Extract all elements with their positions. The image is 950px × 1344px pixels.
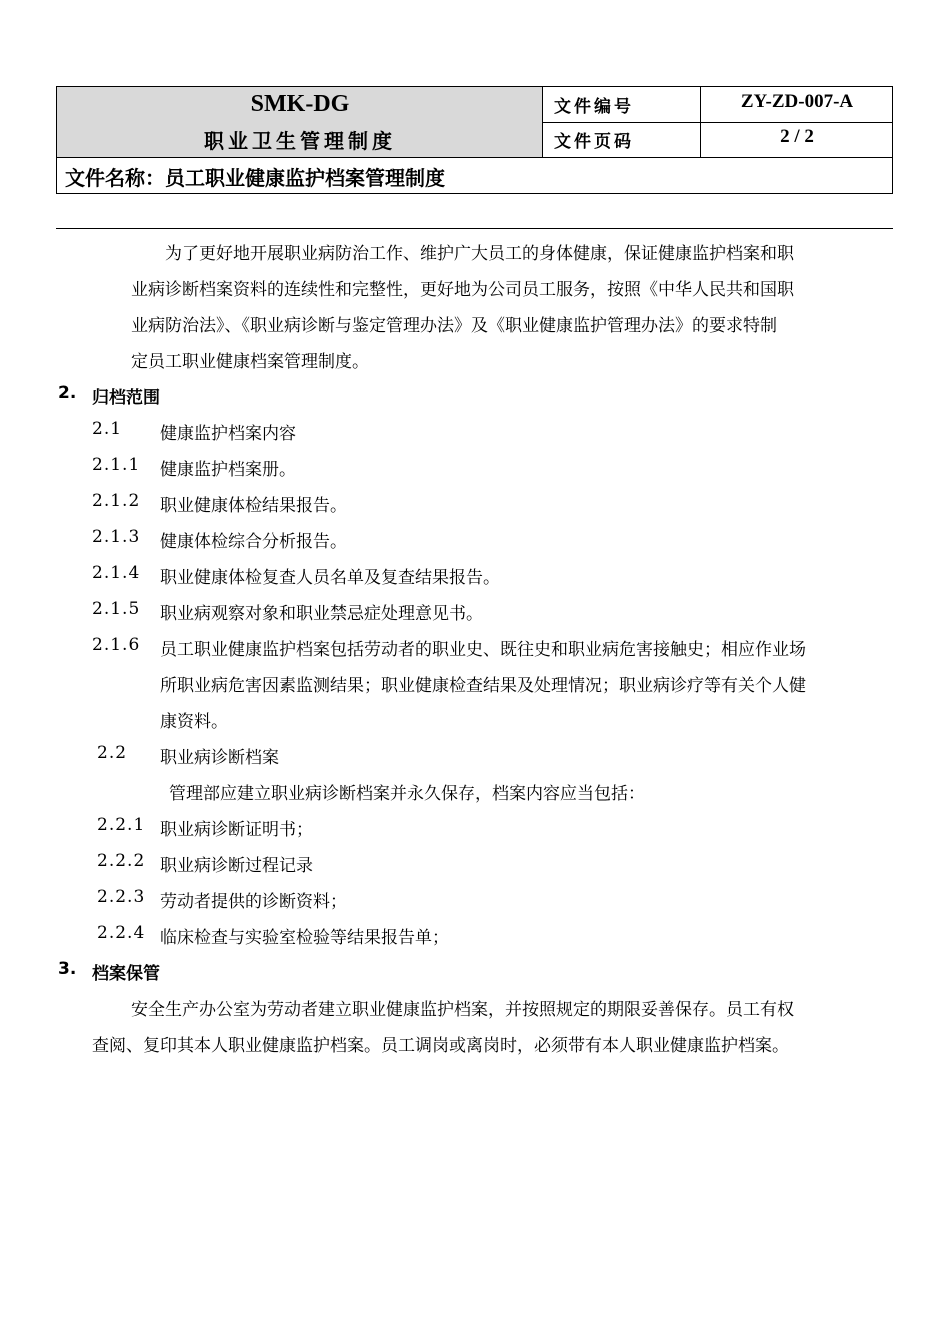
section-title: 档案保管	[92, 964, 160, 984]
intro-line: 为了更好地开展职业病防治工作、维护广大员工的身体健康，保证健康监护档案和职	[165, 244, 794, 264]
page-value: 2 / 2	[780, 126, 814, 147]
item-number: 2.1.2	[92, 491, 141, 511]
item-text: 职业健康体检复查人员名单及复查结果报告。	[160, 568, 500, 588]
item-number: 2.1.4	[92, 563, 141, 583]
item-text: 健康监护档案册。	[160, 460, 296, 480]
item-text: 所职业病危害因素监测结果；职业健康检查结果及处理情况；职业病诊疗等有关个人健	[160, 676, 806, 696]
doc-name: 文件名称：员工职业健康监护档案管理制度	[65, 166, 445, 190]
section-number: 3.	[58, 959, 77, 979]
intro-line: 定员工职业健康档案管理制度。	[131, 352, 369, 372]
company-code: SMK-DG	[250, 91, 350, 117]
header-rule	[56, 228, 893, 229]
header-table	[56, 86, 893, 194]
item-text: 职业健康体检结果报告。	[160, 496, 347, 516]
item-text: 职业病诊断证明书；	[160, 820, 313, 840]
item-number: 2.2.4	[97, 923, 146, 943]
item-number: 2.2.3	[97, 887, 146, 907]
item-text: 临床检查与实验室检验等结果报告单；	[160, 928, 449, 948]
section-title: 归档范围	[92, 388, 160, 408]
doc-no-value: ZY-ZD-007-A	[740, 91, 854, 112]
item-text: 职业病诊断档案	[160, 748, 279, 768]
item-text: 康资料。	[160, 712, 228, 732]
intro-line: 业病防治法》、《职业病诊断与鉴定管理办法》及《职业健康监护管理办法》的要求特制	[131, 316, 777, 336]
item-text: 健康监护档案内容	[160, 424, 296, 444]
doc-no-label: 文件编号	[554, 97, 634, 117]
item-number: 2.1.5	[92, 599, 141, 619]
item-number: 2.1.3	[92, 527, 141, 547]
item-number: 2.2.2	[97, 851, 146, 871]
divider	[57, 157, 892, 158]
item-text: 管理部应建立职业病诊断档案并永久保存，档案内容应当包括：	[169, 784, 645, 804]
item-number: 2.2.1	[97, 815, 146, 835]
item-number: 2.1	[92, 419, 123, 439]
body-line: 查阅、复印其本人职业健康监护档案。员工调岗或离岗时，必须带有本人职业健康监护档案。	[92, 1036, 789, 1056]
divider	[543, 122, 892, 123]
body-line: 安全生产办公室为劳动者建立职业健康监护档案，并按照规定的期限妥善保存。员工有权	[131, 1000, 794, 1020]
item-text: 员工职业健康监护档案包括劳动者的职业史、既往史和职业病危害接触史；相应作业场	[160, 640, 806, 660]
section-number: 2.	[58, 383, 77, 403]
item-number: 2.2	[97, 743, 128, 763]
item-text: 职业病观察对象和职业禁忌症处理意见书。	[160, 604, 483, 624]
intro-line: 业病诊断档案资料的连续性和完整性，更好地为公司员工服务，按照《中华人民共和国职	[131, 280, 794, 300]
item-number: 2.1.1	[92, 455, 141, 475]
page-label: 文件页码	[554, 132, 634, 152]
item-text: 劳动者提供的诊断资料；	[160, 892, 347, 912]
item-number: 2.1.6	[92, 635, 141, 655]
item-text: 职业病诊断过程记录	[160, 856, 313, 876]
item-text: 健康体检综合分析报告。	[160, 532, 347, 552]
system-title: 职业卫生管理制度	[204, 129, 396, 153]
